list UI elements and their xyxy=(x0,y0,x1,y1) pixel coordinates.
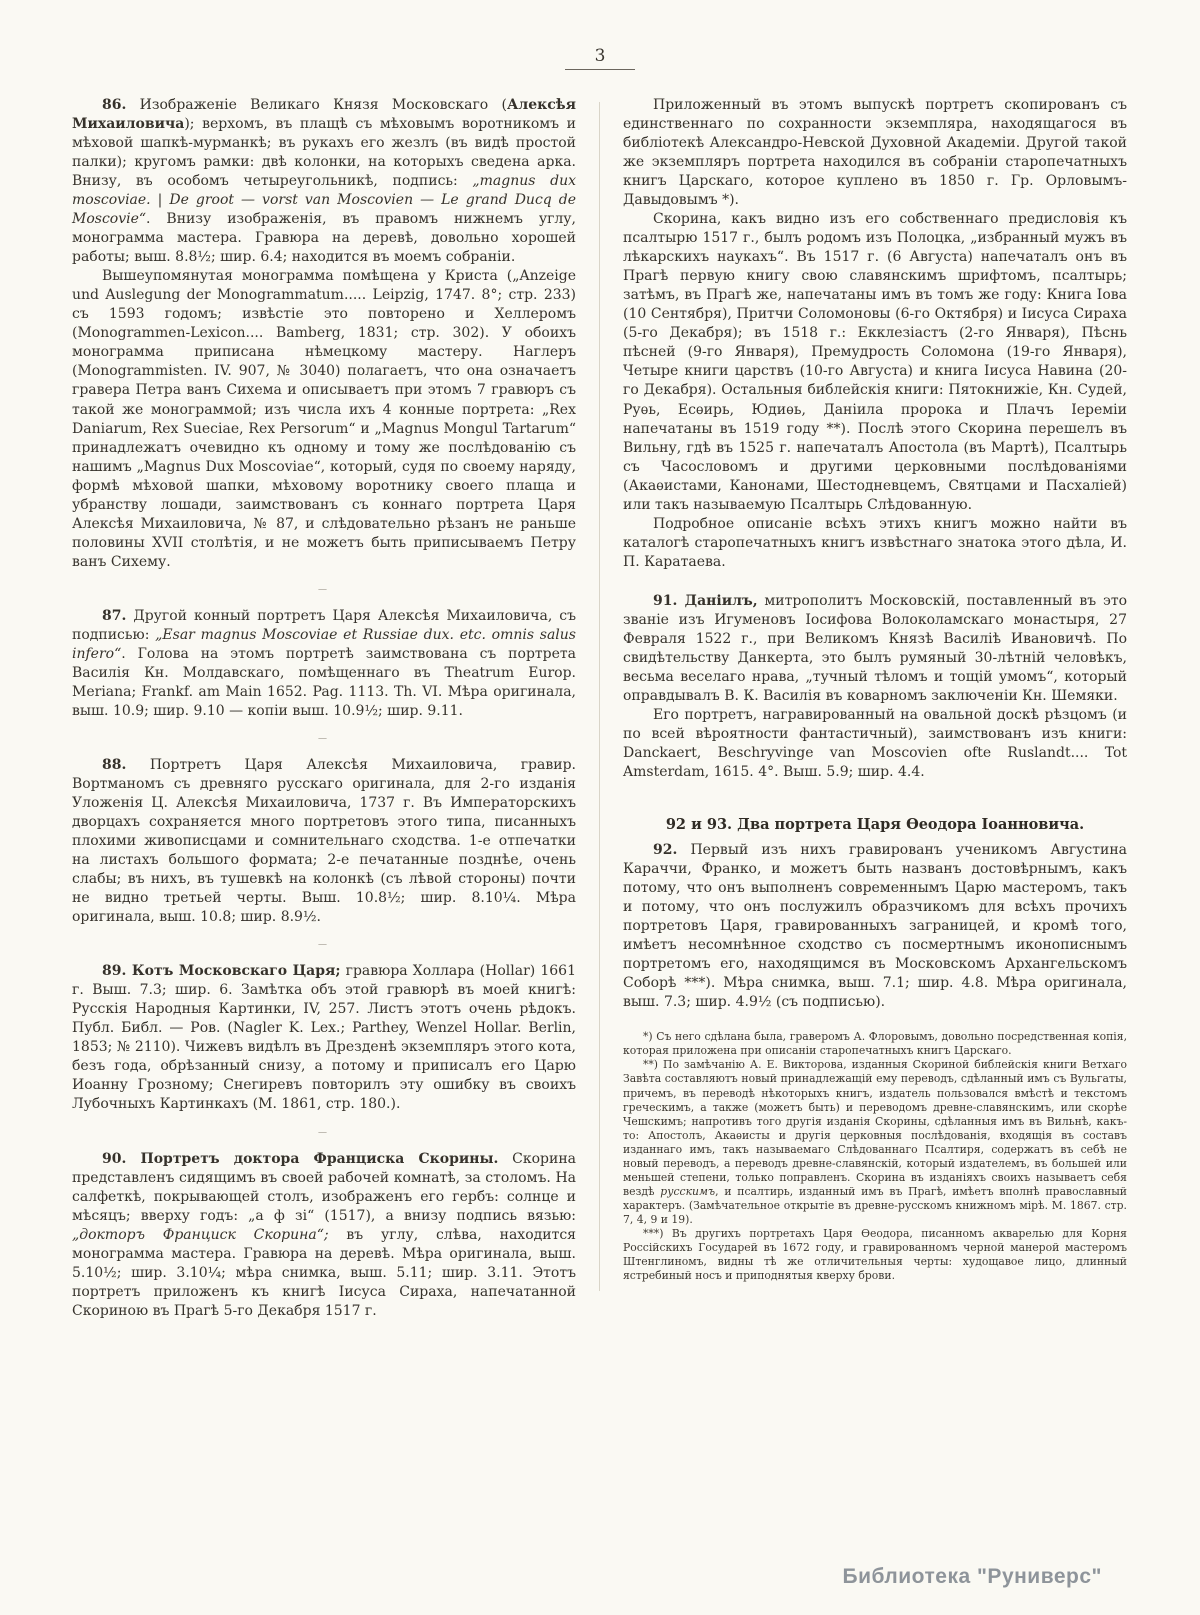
paragraph: Его портретъ, награвированный на овальной доскѣ рѣзцомъ (и по всей вѣроятности фантастичный), заимствованъ изъ книги: Danckaert, Beschryvinge van Moscovien ofte Ruslandt.... Tot Amsterdam, 1615. 4°. Выш. 5.9; шир. 4.4. xyxy=(623,706,1127,781)
entry-separator: — xyxy=(318,1127,330,1138)
paragraph: 90. Портретъ доктора Франциска Скорины. Скорина представленъ сидящимъ въ своей рабочей комнатѣ, за столомъ. На салфеткѣ, покрывающей столъ, изображенъ его гербъ: солнце и мѣсяцъ; вверху годъ: „а ф зі“ (1517), а внизу подпись вязью: „докторъ Франциск Скорина“; въ углу, слѣва, находится монограмма мастера. Гравюра на деревѣ. Мѣра оригинала, выш. 5.10½; шир. 3.10¼; мѣра снимка, выш. 5.11; шир. 3.11. Этотъ портретъ приложенъ къ книгѣ Іисуса Сираха, напечатанной Скориною въ Прагѣ 5-го Декабря 1517 г. xyxy=(72,1150,576,1319)
spacer xyxy=(623,782,1127,802)
text-columns xyxy=(72,96,1128,1321)
entry-separator: — xyxy=(318,584,330,595)
paragraph: Вышеупомянутая монограмма помѣщена у Криста („Anzeige und Auslegung der Monogrammatum..... Leipzig, 1747. 8°; стр. 233) съ 1593 годомъ; извѣстіе это повторено и Хеллеромъ (Monogrammen-Lexicon.... Bamberg, 1831; стр. 302). У обоихъ монограмма приписана нѣмецкому мастеру. Наглеръ (Monogrammisten. IV. 907, № 3040) полагаетъ, что она означаетъ гравера Петра ванъ Сихема и описываетъ при этомъ 7 гравюръ съ такой же монограммой; изъ числа ихъ 4 конные портрета: „Rex Daniarum, Rex Sueciae, Rex Persorum“ и „Magnus Mongul Tartarum“ принадлежатъ очевидно къ одному и тому же послѣдованію съ нашимъ „Magnus Dux Moscoviae“, который, судя по своему наряду, формѣ мѣховой шапки, мѣховому воротнику своего плаща и убранству лошади, заимствованъ съ коннаго портрета Царя Алексѣя Михаиловича, № 87, и слѣдовательно рѣзанъ не раньше половины XVII столѣтія, и не можетъ быть приписываемъ Петру ванъ Сихему. xyxy=(72,268,576,570)
paragraph: 92. Первый изъ нихъ гравированъ ученикомъ Августина Караччи, Франко, и можетъ быть названъ достовѣрнымъ, какъ потому, что онъ выполненъ современнымъ Царю мастеромъ, такъ и потому, что онъ послужилъ образчикомъ для всѣхъ прочихъ портретовъ Царя, гравированныхъ заграницей, и кромѣ того, имѣетъ несомнѣнное сходство съ посмертнымъ иконописнымъ портретомъ его, находящимся въ Московскомъ Архангельскомъ Соборѣ ***). Мѣра снимка, выш. 7.1; шир. 4.8. Мѣра оригинала, выш. 7.3; шир. 4.9½ (съ подписью). xyxy=(623,842,1127,1011)
page-number: 3 xyxy=(565,46,636,70)
paragraph: Подробное описаніе всѣхъ этихъ книгъ можно найти въ каталогѣ старопечатныхъ книгъ извѣстнаго знатока этого дѣла, И. П. Каратаева. xyxy=(623,515,1127,570)
entry-separator: — xyxy=(318,940,330,951)
column-divider xyxy=(599,102,600,1291)
left-column xyxy=(72,96,576,1321)
paragraph: 91. Даніилъ, митрополитъ Московскій, поставленный въ это званіе изъ Игуменовъ Іосифова Волоколамскаго монастыря, 27 Февраля 1522 г., при Великомъ Князѣ Василіѣ Ивановичѣ. По свидѣтельству Данкерта, это былъ румяный 30-лѣтній человѣкъ, весьма веселаго нрава, „тучный тѣломъ и тощій умомъ“, который оправдывалъ В. К. Василія въ коварномъ заключеніи Кн. Шемяки. xyxy=(623,592,1127,704)
paragraph: 86. Изображеніе Великаго Князя Московскаго (Алексѣя Михаиловича); верхомъ, въ плащѣ съ мѣховымъ воротникомъ и мѣховой шапкѣ-мурманкѣ; въ рукахъ его жезлъ (въ видѣ простой палки); кругомъ рамки: двѣ колонки, на которыхъ сведена арка. Внизу, въ особомъ четыреугольникѣ, подпись: „magnus dux moscoviae. | De groot — vorst van Moscovien — Le grand Ducq de Moscovie“. Внизу изображенія, въ правомъ нижнемъ углу, монограмма мастера. Гравюра на деревѣ, довольно хорошей работы; выш. 8.8½; шир. 6.4; находится въ моемъ собраніи. xyxy=(72,97,576,266)
entry-heading: 92 и 93. Два портрета Царя Ѳеодора Іоанновича. xyxy=(665,816,1085,834)
watermark: Библиотека "Руниверс" xyxy=(842,1565,1102,1588)
paragraph: Приложенный въ этомъ выпускѣ портретъ скопированъ съ единственнаго по сохранности экземпляра, находящагося въ библіотекѣ Александро-Невской Духовной Академіи. Другой такой же экземпляръ портрета находился въ собраніи старопечатныхъ книгъ Царскаго, которое куплено въ 1850 г. Гр. Орловымъ-Давыдовымъ *). xyxy=(623,97,1127,209)
paragraph: 87. Другой конный портретъ Царя Алексѣя Михаиловича, съ подписью: „Esar magnus Moscoviae et Russiae dux. etc. omnis salus infero“. Голова на этомъ портретѣ заимствована съ портрета Василія Кн. Молдавскаго, помѣщеннаго въ Theatrum Europ. Meriana; Frankf. am Main 1652. Pag. 1113. Th. VI. Мѣра оригинала, выш. 10.9; шир. 9.10 — копіи выш. 10.9½; шир. 9.11. xyxy=(72,607,576,719)
page-header xyxy=(72,46,1128,70)
paragraph: 89. Котъ Московскаго Царя; гравюра Холлара (Hollar) 1661 г. Выш. 7.3; шир. 6. Замѣтка объ этой гравюрѣ въ моей книгѣ: Русскія Народныя Картинки, IV, 257. Листъ этотъ очень рѣдокъ. Публ. Библ. — Ров. (Nagler K. Lex.; Parthey, Wenzel Hollar. Berlin, 1853; № 2110). Чижевъ видѣлъ въ Дрезденѣ экземпляръ этого кота, безъ года, обрѣзанный снизу, а потому и приписалъ его Царю Иоанну Грозному; Снегиревъ повторилъ эту ошибку въ своихъ Лубочныхъ Картинкахъ (М. 1861, стр. 180.). xyxy=(72,963,576,1113)
paragraph: 88. Портретъ Царя Алексѣя Михаиловича, гравир. Вортманомъ съ древняго русскаго оригинала, для 2-го изданія Уложенія Ц. Алексѣя Михаиловича, 1737 г. Въ Императорскихъ дворцахъ сохраняется много портретовъ этого типа, писанныхъ плохими живописцами и сомнительнаго сходства. 1-е отпечатки на листахъ большого формата; 2-е печатанные позднѣе, очень слабы; въ нихъ, въ тушевкѣ на колонкѣ (съ лѣвой стороны) почти не видно третьей черты. Выш. 10.8½; шир. 8.10¼. Мѣра оригинала, выш. 10.8; шир. 8.9½. xyxy=(72,756,576,926)
spacer xyxy=(623,572,1127,592)
footnote-paragraph: ***) Въ другихъ портретахъ Царя Ѳеодора, писанномъ акварелью для Корня Россійскихъ Государей въ 1672 году, и гравированномъ черной манерой мастеромъ Штенглиномъ, видны тѣ же отличительныя черты: худощавое лицо, длинный ястребиный носъ и приподнятыя кверху брови. xyxy=(623,1226,1127,1282)
right-column xyxy=(623,96,1127,1321)
footnote-paragraph: **) По замѣчанію А. Е. Викторова, изданныя Скориной библейскія книги Ветхаго Завѣта составляютъ новый принадлежащій ему переводъ, сдѣланный имъ съ Вульгаты, причемъ, въ переводѣ нѣкоторыхъ книгъ, издатель пользовался вмѣстѣ и текстомъ греческимъ, а также (можетъ быть) и переводомъ древне-славянскимъ, или скорѣе Чешскимъ; напротивъ того другія изданія Скорины, сдѣланныя имъ въ Вильнѣ, какъ-то: Апостолъ, Акаѳисты и другія церковныя послѣдованія, входящія въ составъ изданнаго имъ, такъ называемаго Слѣдованнаго Псалтиря, содержатъ въ себѣ не новый переводъ, а переводъ древне-славянскій, который издателемъ, въ большей или меньшей степени, только поправленъ. Скорина въ изданіяхъ своихъ называетъ себя вездѣ русскимъ, и псалтирь, изданный имъ въ Прагѣ, имѣетъ вполнѣ православный характеръ. (Замѣчательное открытіе въ древне-русскомъ книжномъ мірѣ. М. 1867. стр. 7, 4, 9 и 19). xyxy=(623,1058,1127,1226)
entry-separator: — xyxy=(318,733,330,744)
paragraph: Скорина, какъ видно изъ его собственнаго предисловія къ псалтырю 1517 г., былъ родомъ изъ Полоцка, „избранный мужъ въ лѣкарскихъ наукахъ“. Въ 1517 г. (6 Августа) напечаталъ онъ въ Прагѣ первую книгу свою славянскимъ шрифтомъ, псалтырь; затѣмъ, въ Прагѣ же, напечатаны имъ въ томъ же году: Книга Іова (10 Сентября), Притчи Соломоновы (6-го Октября) и Іисуса Сираха (5-го Декабря); въ 1518 г.: Екклезіастъ (2-го Января), Пѣснь пѣсней (9-го Января), Премудрость Соломона (19-го Января), Четыре книги царствъ (10-го Августа) и книга Іисуса Навина (20-го Декабря). Остальныя библейскія книги: Пятокнижіе, Кн. Судей, Руѳь, Есѳирь, Юдиѳь, Даніила пророка и Плачъ Іереміи напечатаны въ 1519 году **). Послѣ этого Скорина перешелъ въ Вильну, гдѣ въ 1525 г. напечаталъ Апостола (въ Мартѣ), Псалтырь съ Часословомъ и другими церковными послѣдованіями (Акаѳистами, Канонами, Шестодневцемъ, Святцами и Пасхаліей) или такъ называемую Псалтырь Слѣдованную. xyxy=(623,211,1127,513)
footnote-paragraph: *) Съ него сдѣлана была, граверомъ А. Флоровымъ, довольно посредственная копія, которая приложена при описаніи старопечатныхъ книгъ Царскаго. xyxy=(623,1030,1127,1058)
